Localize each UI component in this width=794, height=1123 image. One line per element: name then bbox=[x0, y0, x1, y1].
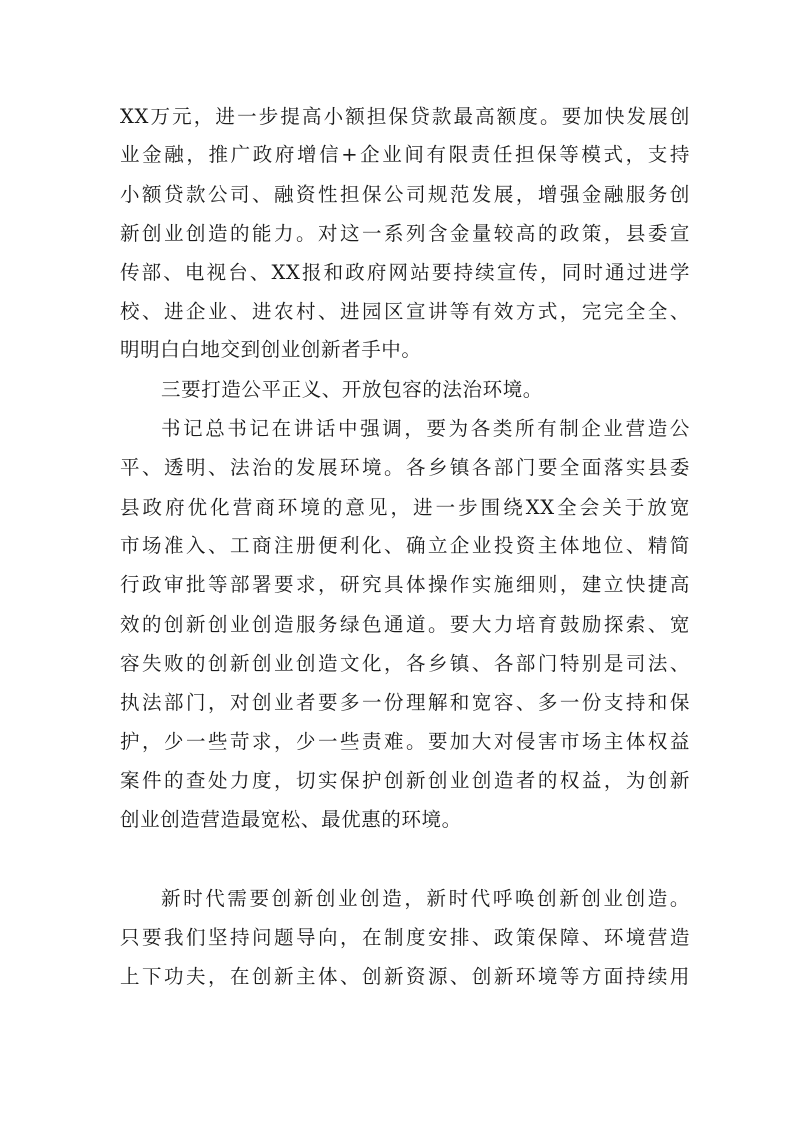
body-text-line: XX万元，进一步提高小额担保贷款最高额度。要加快发展创 bbox=[120, 105, 690, 128]
body-text-line: 行政审批等部署要求，研究具体操作实施细则，建立快捷高 bbox=[120, 573, 690, 596]
body-text-line: 小额贷款公司、融资性担保公司规范发展，增强金融服务创 bbox=[120, 183, 690, 206]
body-text-line: 平、透明、法治的发展环境。各乡镇各部门要全面落实县委 bbox=[120, 456, 690, 479]
body-text-line: 效的创新创业创造服务绿色通道。要大力培育鼓励探索、宽 bbox=[120, 613, 690, 636]
body-text-line: 创业创造营造最宽松、最优惠的环境。 bbox=[120, 808, 462, 831]
body-text-line: 市场准入、工商注册便利化、确立企业投资主体地位、精简 bbox=[120, 534, 690, 557]
body-text-line: 护，少一些苛求，少一些责难。要加大对侵害市场主体权益 bbox=[120, 730, 690, 753]
section-heading: 三要打造公平正义、开放包容的法治环境。 bbox=[161, 378, 543, 401]
body-text-line: 明明白白地交到创业创新者手中。 bbox=[120, 338, 422, 361]
paragraph-first-line: 新时代需要创新创业创造，新时代呼唤创新创业创造。 bbox=[161, 887, 690, 910]
body-text-line: 新创业创造的能力。对这一系列含金量较高的政策，县委宣 bbox=[120, 222, 690, 245]
body-text-line: 校、进企业、进农村、进园区宣讲等有效方式，完完全全、 bbox=[120, 300, 690, 323]
body-text-line: 容失败的创新创业创造文化，各乡镇、各部门特别是司法、 bbox=[120, 652, 690, 675]
body-text-line: 案件的查处力度，切实保护创新创业创造者的权益，为创新 bbox=[120, 769, 690, 792]
body-text-line: 执法部门，对创业者要多一份理解和宽容、多一份支持和保 bbox=[120, 691, 690, 714]
body-text-line: 只要我们坚持问题导向，在制度安排、政策保障、环境营造 bbox=[120, 926, 690, 949]
body-text-line: 业金融，推广政府增信+企业间有限责任担保等模式，支持 bbox=[120, 143, 690, 166]
body-text-line: 县政府优化营商环境的意见，进一步围绕XX全会关于放宽 bbox=[120, 496, 690, 519]
paragraph-first-line: 书记总书记在讲话中强调，要为各类所有制企业营造公 bbox=[161, 417, 690, 440]
body-text-line: 传部、电视台、XX报和政府网站要持续宣传，同时通过进学 bbox=[120, 261, 690, 284]
body-text-line: 上下功夫，在创新主体、创新资源、创新环境等方面持续用 bbox=[120, 965, 690, 988]
